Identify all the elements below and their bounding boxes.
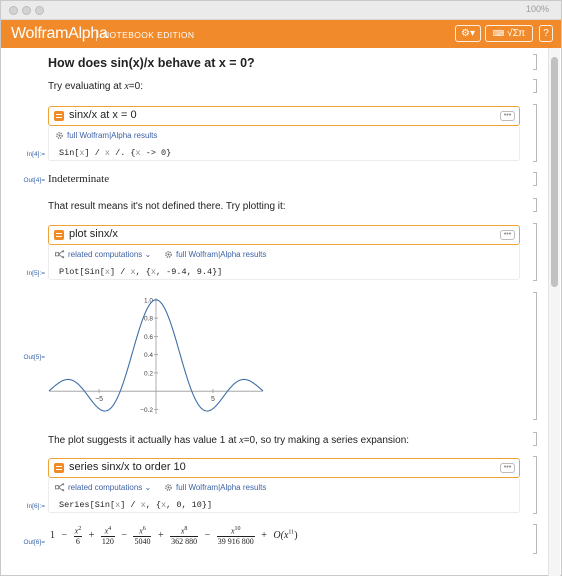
link-label: full Wolfram|Alpha results [67,131,158,140]
edition-label: NOTEBOOK EDITION [96,30,194,41]
cell-bracket[interactable] [533,54,537,70]
cell-bracket[interactable] [533,456,537,514]
help-button[interactable]: ? [539,25,553,42]
vertical-scrollbar[interactable] [548,48,560,576]
exponent: 11 [288,530,295,537]
chevron-down-icon: ⌄ [142,483,152,492]
series-fraction [101,526,115,546]
palette-label: √Σπ [507,28,526,39]
series-term: 1 [50,530,55,542]
exponent: 8 [184,526,188,532]
maximize-window-button[interactable] [35,6,44,15]
denominator: 5040 [134,536,151,546]
code-token: x [150,267,156,277]
cell-bracket[interactable] [533,104,537,162]
text-span: Try evaluating at [48,81,125,92]
related-computations-link[interactable] [55,250,151,259]
series-fraction [133,526,151,546]
result-links [48,478,520,498]
input-label: In[4]:= [26,151,45,158]
exponent: 6 [142,526,146,532]
series-sign: − [61,530,68,542]
output-value: Indeterminate [48,173,110,185]
exponent: 2 [78,526,82,532]
code-token: , { [135,267,151,277]
code-token: x [161,500,167,510]
notebook-content [1,48,549,577]
cell-bracket[interactable] [533,292,537,420]
series-fraction [74,526,83,546]
query-text[interactable]: series sinx/x to order 10 [69,461,186,473]
equals-icon [54,230,64,240]
code-token: x [104,148,111,158]
y-tick-label: −0.2 [140,406,153,414]
numerator: x [230,526,235,536]
input-code[interactable] [59,148,171,158]
code-token: , { [145,500,162,510]
code-token: , 0, 10}] [166,500,213,510]
function-plot [47,292,267,420]
variable-x: x [124,81,129,92]
link-label: full Wolfram|Alpha results [176,250,267,259]
full-results-link[interactable] [164,483,266,492]
y-tick-label: 0.8 [143,315,153,323]
output-label: Out[5]= [23,354,45,361]
branch-icon [55,483,65,492]
minimize-window-button[interactable] [22,6,31,15]
input-code[interactable] [59,267,222,277]
series-fraction [170,526,198,546]
input-code[interactable] [59,500,212,510]
code-token: ] / [84,148,105,158]
app-toolbar [1,20,561,48]
link-label: full Wolfram|Alpha results [176,483,267,492]
palette-button[interactable] [485,25,533,42]
series-output [48,526,300,546]
code-token: Series[Sin[ [59,500,116,510]
y-tick-label: 0.4 [143,352,153,360]
code-token: , -9.4, 9.4}] [155,267,223,277]
order-close: ) [294,530,298,542]
instruction-text-3 [48,435,409,446]
code-token: Sin[ [59,148,80,158]
numerator: x [180,526,185,536]
more-options-button[interactable]: ••• [500,463,515,473]
input-label: In[5]:= [26,270,45,277]
code-token: x [140,500,146,510]
denominator: 6 [75,536,80,546]
numerator: x [104,526,109,536]
series-sign: − [121,530,127,542]
input-label: In[6]:= [26,503,45,510]
equals-icon [54,111,64,121]
code-token: x [104,267,111,277]
series-sign: − [204,530,211,542]
x-tick-label: −5 [95,396,104,404]
close-window-button[interactable] [9,6,18,15]
x-tick-label: 5 [210,396,215,404]
y-tick-label: 1.0 [143,297,153,305]
wolfram-query-box[interactable] [48,225,520,245]
y-tick-label: 0.6 [143,333,153,341]
text-span: =0, so try making a series expansion: [243,435,410,446]
order-term [273,530,297,541]
related-computations-link[interactable] [55,483,151,492]
code-token: -> 0} [140,148,172,158]
title-bar [1,1,561,20]
code-token: x [135,148,141,158]
result-links [48,126,520,146]
code-token: Plot[Sin[ [59,267,105,277]
link-label: related computations [68,483,143,492]
gear-icon [164,483,173,492]
input-code-box[interactable] [48,498,520,513]
keyboard-icon: ⌨ [492,29,505,38]
output-label: Out[6]= [23,539,45,546]
code-token: x [115,500,121,510]
settings-button[interactable]: ⚙▾ [455,25,481,42]
text-span: =0: [128,81,143,92]
cell-bracket[interactable] [533,432,537,446]
gear-icon [55,131,64,140]
query-text[interactable]: sinx/x at x = 0 [69,109,137,121]
code-token: x [130,267,136,277]
input-code-box[interactable] [48,146,520,161]
more-options-button[interactable]: ••• [500,111,515,121]
y-tick-label: 0.2 [143,370,153,378]
code-token: x [79,148,85,158]
wolfram-query-box[interactable] [48,458,520,478]
section-heading: How does sin(x)/x behave at x = 0? [48,56,255,70]
full-results-link[interactable] [55,131,157,140]
link-label: related computations [68,250,143,259]
instruction-text-1 [48,81,143,92]
output-label: Out[4]= [23,177,45,184]
zoom-level[interactable]: 100% [525,4,549,14]
series-sign: + [88,530,95,542]
cell-bracket[interactable] [533,198,537,212]
instruction-text-2: That result means it's not defined there. Try plotting it: [48,201,286,212]
exponent: 10 [234,526,241,532]
gear-icon [164,250,173,259]
text-span: The plot suggests it actually has value 1 at [48,435,240,446]
chevron-down-icon: ⌄ [142,250,152,259]
variable-x: x [239,435,244,446]
more-options-button[interactable]: ••• [500,230,515,240]
brand-logo: WolframAlpha [11,25,108,42]
input-code-box[interactable] [48,265,520,280]
denominator: 362 880 [171,536,198,546]
full-results-link[interactable] [164,250,266,259]
numerator: x [139,526,143,536]
query-text[interactable]: plot sinx/x [69,228,118,240]
cell-bracket[interactable] [533,172,537,186]
series-sign: + [157,530,164,542]
exponent: 4 [108,526,112,532]
cell-bracket[interactable] [533,524,537,554]
series-fraction [217,526,255,546]
code-token: /. { [110,148,136,158]
scrollbar-thumb[interactable] [551,57,558,287]
equals-icon [54,463,64,473]
order-symbol: O(x [273,530,289,542]
denominator: 120 [101,536,114,546]
denominator: 39 916 800 [217,536,254,546]
series-sign: + [261,530,267,542]
wolfram-query-box[interactable] [48,106,520,126]
code-token: ] / [120,500,141,510]
numerator: x [74,526,79,536]
code-token: ] / [110,267,131,277]
branch-icon [55,250,65,259]
result-links [48,245,520,265]
cell-bracket[interactable] [533,223,537,281]
cell-bracket[interactable] [533,79,537,93]
